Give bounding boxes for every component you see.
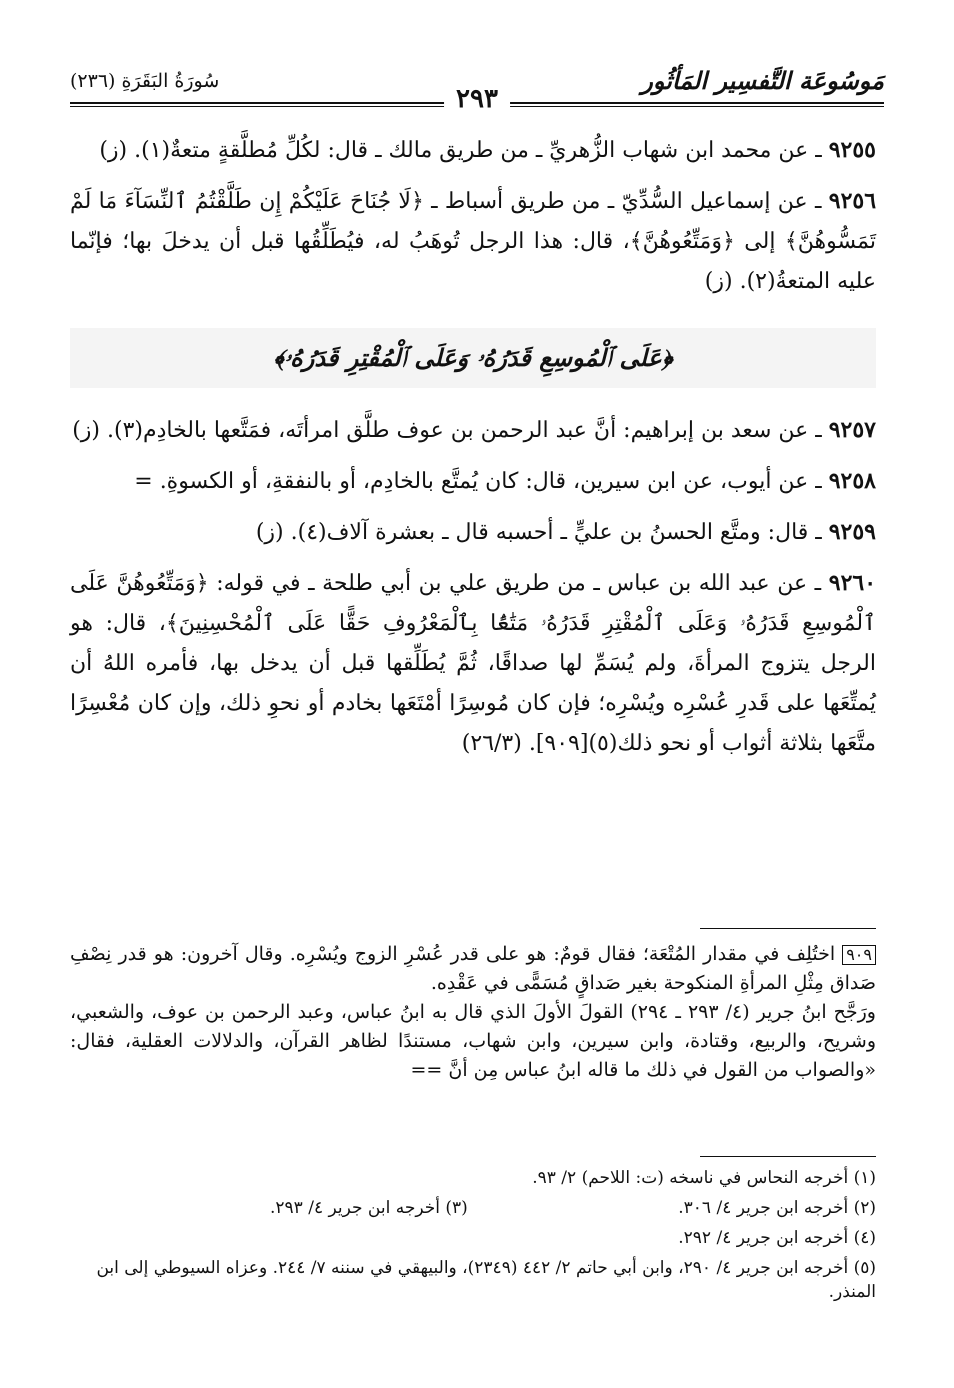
footnote-separator [700, 1156, 876, 1157]
item-number: ٩٢٥٥ [828, 137, 876, 163]
hadith-item [70, 181, 876, 302]
footnote: (٣) أخرجه ابن جرير ٤/ ٢٩٣. [270, 1198, 468, 1218]
footnote: (١) أخرجه النحاس في ناسخه (ت: اللاحم) ٢/ ٩٣. [532, 1168, 876, 1188]
commentary-separator [700, 928, 876, 929]
item-number: ٩٢٥٩ [828, 519, 876, 545]
hadith-item [70, 563, 876, 764]
item-number: ٩٢٥٧ [828, 417, 876, 443]
item-text: ـ عن إسماعيل السُّدِّيّ ـ من طريق أسباط ـ ﴿لَا جُنَاحَ عَلَيْكُمْ إِن طَلَّقْتُمُ ٱلنِّسَآءَ مَا لَمْ تَمَسُّوهُنَّ﴾ إلى ﴿وَمَتِّعُوهُنَّ﴾، قال: هذا الرجل تُوهَبُ له، فيُطَلِّقُها قبل أن يدخلَ بها؛ فإنّما عليه المتعةُ(٢). (ز) [70, 189, 876, 294]
item-text: ـ عن سعد بن إبراهيم: أنَّ عبد الرحمن بن عوف طلَّق امرأتَه، فمَتَّعها بالخادِم(٣). (ز) [72, 418, 822, 443]
verse-heading: ﴿عَلَى ٱلْمُوسِعِ قَدَرُهُۥ وَعَلَى ٱلْمُقْتِرِ قَدَرُهُۥ﴾ [70, 328, 876, 388]
commentary-note [70, 940, 876, 1085]
item-number: ٩٢٥٦ [828, 188, 877, 214]
commentary-text: ورَجَّح ابنُ جرير (٤/ ٢٩٣ ـ ٢٩٤) القولَ الأولَ الذي قال به ابنُ عباس، وعبد الرحمن بن عوف، والشعبي، وشريح، والربيع، وقتادة، وابن سيرين، وابن شهاب، مستندًا لظاهر القرآن، والدلالات العقلية، فقال: «والصواب من القول في ذلك ما قاله ابنُ عباس مِن أنَّ == [70, 1001, 876, 1081]
item-text: ـ عن عبد الله بن عباس ـ من طريق علي بن أبي طلحة ـ في قوله: ﴿وَمَتِّعُوهُنَّ عَلَى ٱلْمُوسِعِ قَدَرُهُۥ وَعَلَى ٱلْمُقْتِرِ قَدَرُهُۥ مَتَٰعًۢا بِٱلْمَعْرُوفِ حَقًّا عَلَى ٱلْمُحْسِنِينَ﴾، قال: هو الرجل يتزوج المرأةَ، ولم يُسَمِّ لها صداقًا، ثُمَّ يُطَلِّقها قبل أن يدخل بها، فأمره اللهُ أن يُمتِّعَها على قَدرِ عُسْرِه ويُسْرِه؛ فإن كان مُوسِرًا أمْتَعَها بخادم أو نحوِ ذلك، وإن كان مُعْسِرًا متَّعَها بثلاثة أثواب أو نحو ذلك(٥)[٩٠٩]. (٢٦/٣) [70, 571, 876, 756]
hadith-item [70, 130, 876, 171]
commentary-paragraph [70, 998, 876, 1085]
footnote: (٤) أخرجه ابن جرير ٤/ ٢٩٢. [678, 1228, 876, 1248]
footnote: (٥) أخرجه ابن جرير ٤/ ٢٩٠، وابن أبي حاتم ٢/ ٤٤٢ (٢٣٤٩)، والبيهقي في سننه ٧/ ٢٤٤. وعزاه السيوطي إلى ابن المنذر. [96, 1258, 876, 1302]
item-text: ـ عن محمد ابن شهاب الزُّهريِّ ـ من طريق مالك ـ قال: لكُلِّ مُطلَّقةٍ متعةٌ(١). (ز) [99, 138, 822, 163]
page-header [70, 62, 884, 112]
hadith-item [70, 461, 876, 502]
item-text: ـ قال: ومتَّع الحسنُ بن عليٍّ ـ أحسبه قال ـ بعشرة آلاف(٤). (ز) [255, 520, 822, 545]
page-number: ٢٩٣ [444, 84, 510, 114]
book-title: مَوسُوعَة التَّفسِير المَأثُور [641, 66, 884, 95]
main-text [70, 130, 876, 774]
surah-reference: سُورَةُ البَقَرَةِ (٢٣٦) [70, 70, 220, 92]
commentary-paragraph [70, 940, 876, 998]
footnote: (٢) أخرجه ابن جرير ٤/ ٣٠٦. [678, 1198, 876, 1218]
footnote-pair [70, 1196, 876, 1220]
footnotes [70, 1166, 876, 1310]
commentary-text: اختُلِف في مقدار المُتْعَة؛ فقال قومٌ: هو على قدر عُسْرِ الزوج ويُسْرِه. وقال آخرون: هو قدر نِصْفِ صَداق مِثْلِ المرأةِ المنكوحة بغير صَداقٍ مُسَمًّى في عَقْدِه. [70, 943, 876, 994]
item-number: ٩٢٥٨ [828, 468, 876, 494]
item-text: ـ عن أيوب، عن ابن سيرين، قال: كان يُمتَّع بالخادِم، أو بالنفقةِ، أو الكسوةِ. = [134, 469, 822, 494]
note-number-box: ٩٠٩ [842, 945, 876, 965]
hadith-item [70, 512, 876, 553]
item-number: ٩٢٦٠ [828, 570, 877, 596]
hadith-item [70, 410, 876, 451]
